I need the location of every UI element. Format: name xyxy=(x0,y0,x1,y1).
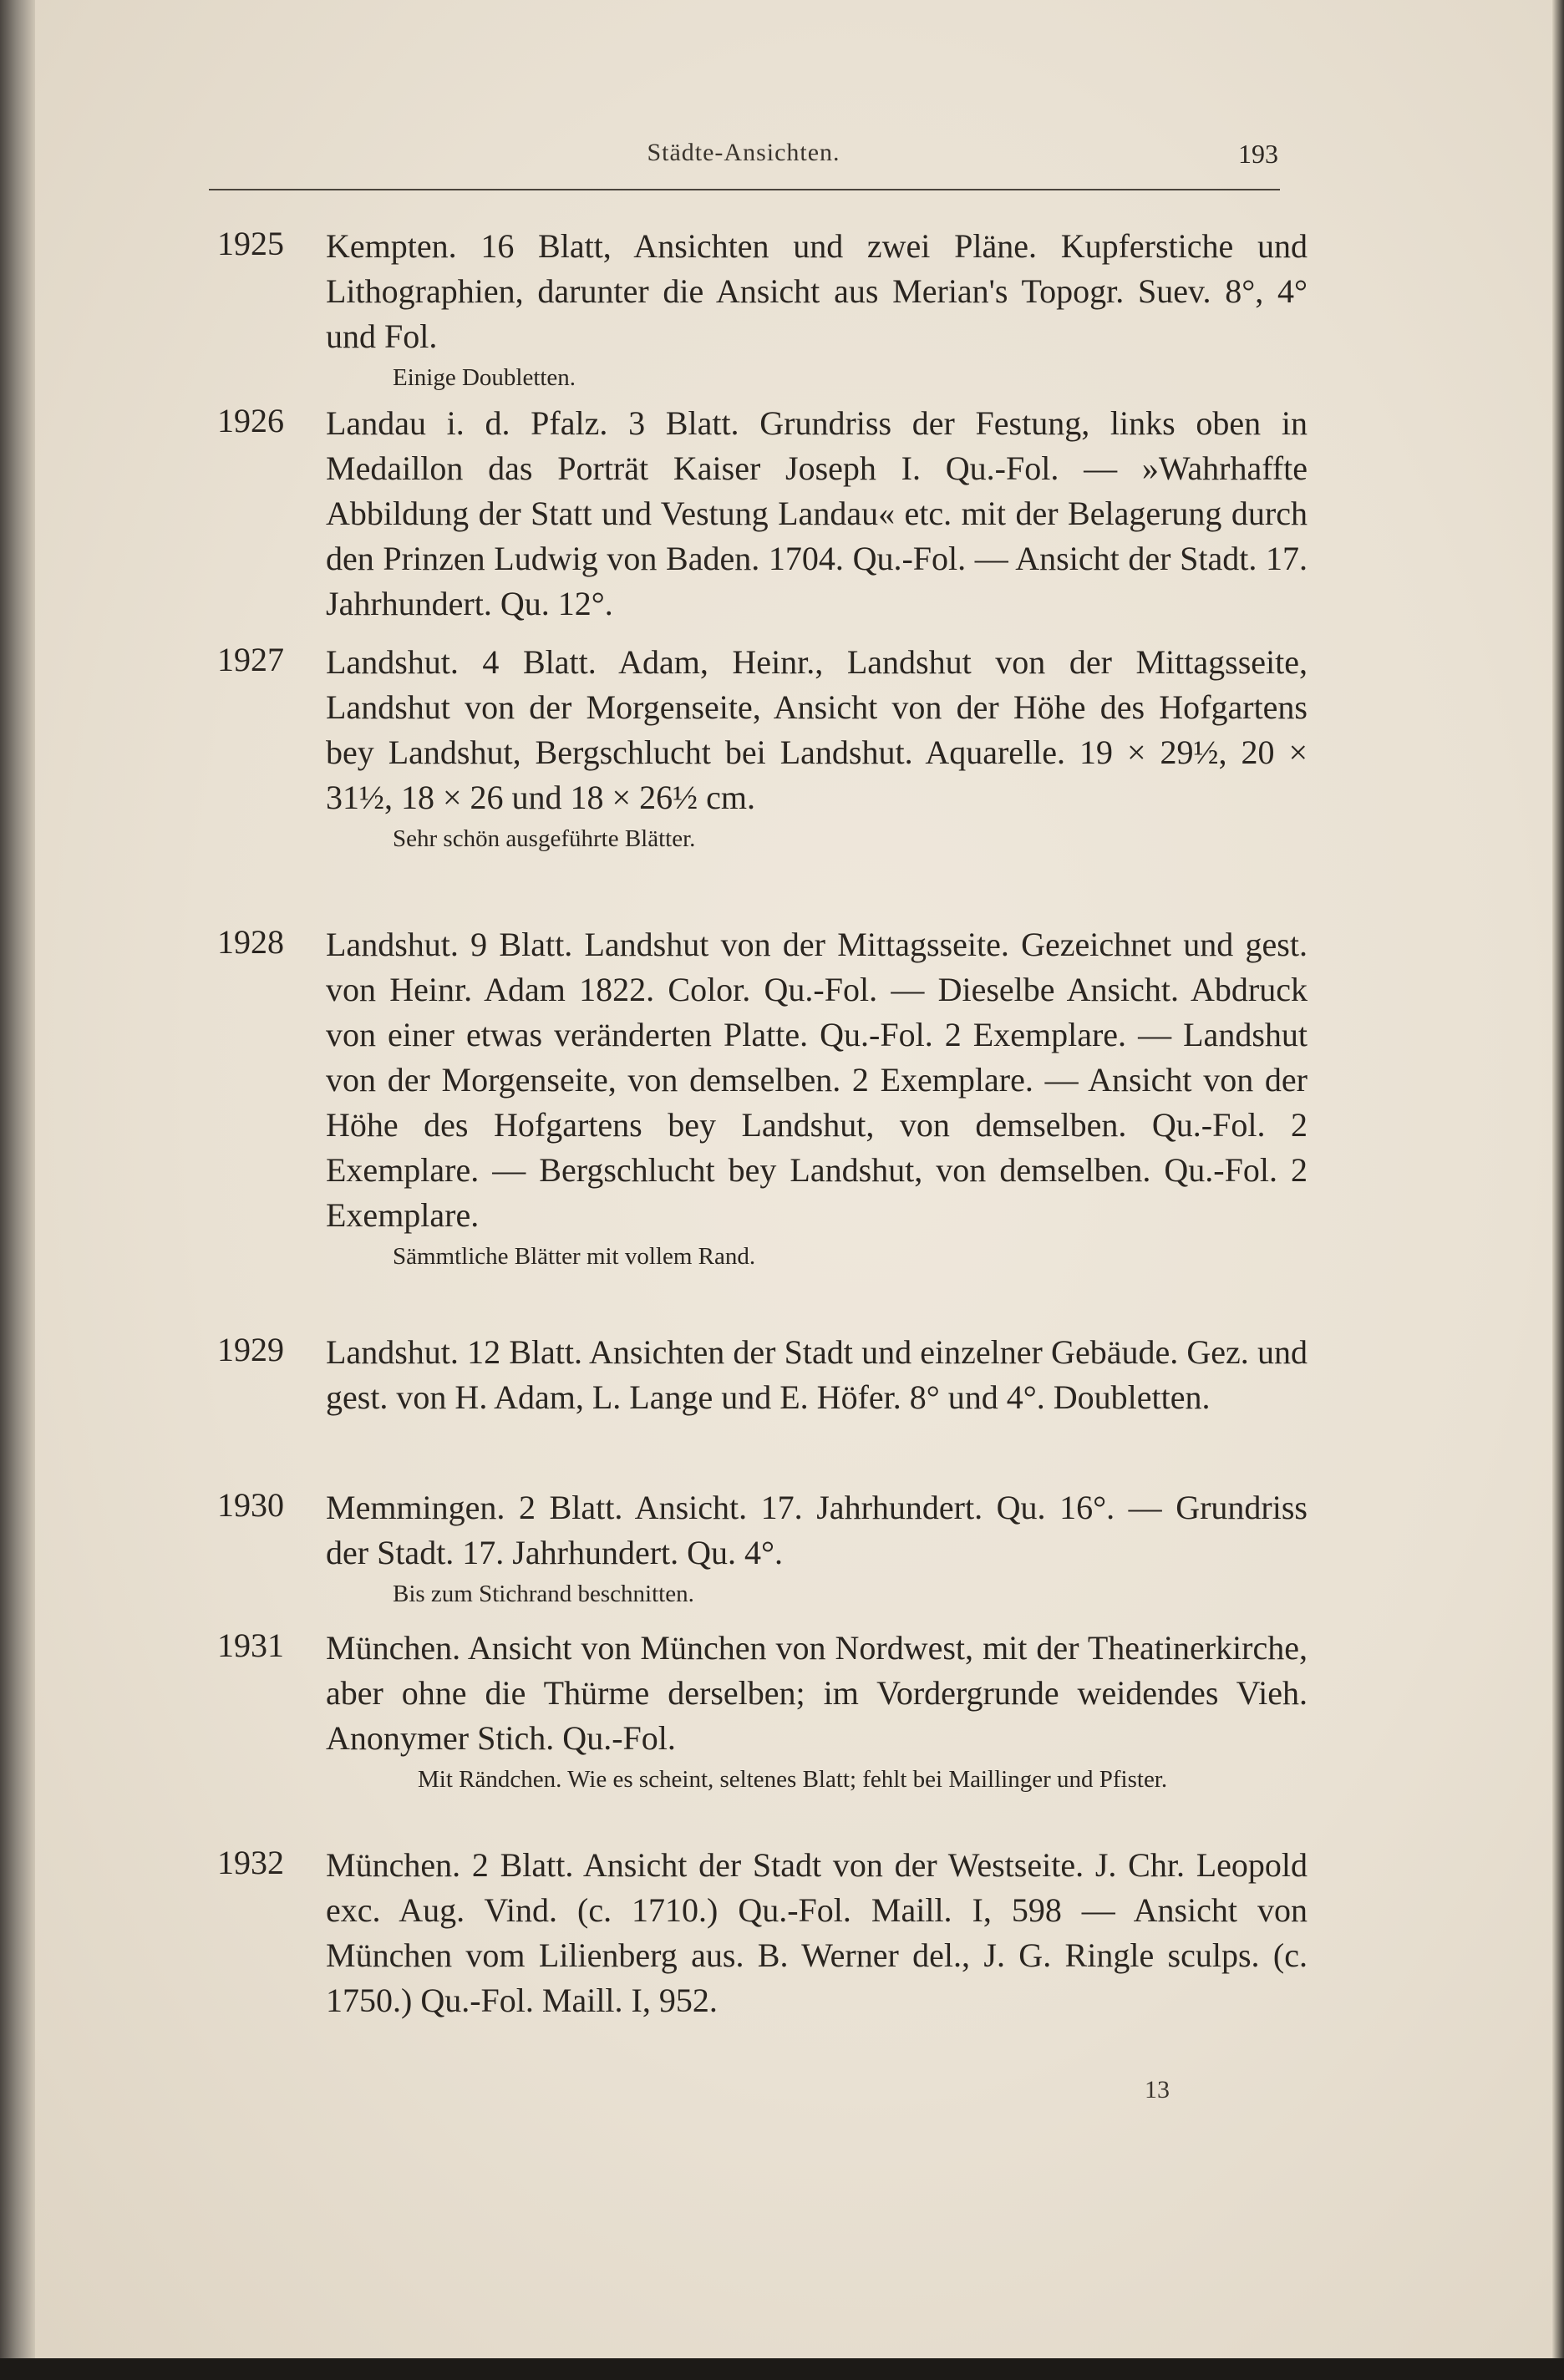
entry-text-block xyxy=(326,401,1308,627)
entry-note: Bis zum Stichrand beschnitten. xyxy=(393,1581,694,1607)
entry-text-block xyxy=(326,922,1308,1275)
entry-note: Sämmtliche Blätter mit vollem Rand. xyxy=(393,1243,756,1270)
entry-text: München. 2 Blatt. Ansicht der Stadt von der Westseite. J. Chr. Leopold exc. Aug. Vind. (c. 1710.) Qu.-Fol. Maill. I, 598 — Ansicht von München vom Lilienberg aus. B. Werner del., J. G. Ringle sculps. (c. 1750.) Qu.-Fol. Maill. I, 952. xyxy=(326,1846,1308,2019)
entry-text: München. Ansicht von München von Nordwest, mit der Theatinerkirche, aber ohne die Thürme derselben; im Vordergrunde weidendes Vieh. Anonymer Stich. Qu.-Fol. xyxy=(326,1629,1308,1757)
entry-note: Einige Doubletten. xyxy=(393,364,576,391)
entry-text-block xyxy=(326,640,1308,857)
signature-mark: 13 xyxy=(1145,2076,1170,2103)
entry-text: Landshut. 9 Blatt. Landshut von der Mittagsseite. Gezeichnet und gest. von Heinr. Adam 1822. Color. Qu.-Fol. — Dieselbe Ansicht. Abdruck von einer etwas veränderten Platte. Qu.-Fol. 2 Exemplare. — Landshut von der Morgenseite, von demselben. 2 Exemplare. — Ansicht von der Höhe des Hofgartens bey Landshut, von demselben. Qu.-Fol. 2 Exemplare. — Bergschlucht bey Landshut, von demselben. Qu.-Fol. 2 Exemplare. xyxy=(326,926,1308,1234)
entry-text-block xyxy=(326,1843,1308,2023)
entry-number: 1930 xyxy=(217,1486,284,1524)
entry-text-block xyxy=(326,224,1308,396)
page-number: 193 xyxy=(1238,139,1278,169)
entry-text: Landau i. d. Pfalz. 3 Blatt. Grundriss der Festung, links oben in Medaillon das Porträt Kaiser Joseph I. Qu.-Fol. — »Wahrhaffte Abbildung der Statt und Vestung Landau« etc. mit der Belagerung durch den Prinzen Ludwig von Baden. 1704. Qu.-Fol. — Ansicht der Stadt. 17. Jahrhundert. Qu. 12°. xyxy=(326,404,1308,622)
running-head-title: Städte-Ansichten. xyxy=(647,139,840,166)
entry-number: 1932 xyxy=(217,1844,284,1881)
entry-number: 1928 xyxy=(217,923,284,961)
entry-text-block xyxy=(326,1626,1308,1798)
entry-note: Mit Rändchen. Wie es scheint, seltenes Blatt; fehlt bei Maillinger und Pfister. xyxy=(418,1766,1168,1793)
entry-number: 1925 xyxy=(217,225,284,262)
entry-text: Landshut. 4 Blatt. Adam, Heinr., Landshut von der Mittagsseite, Landshut von der Morgenseite, Ansicht von der Höhe des Hofgartens bey Landshut, Bergschlucht bei Landshut. Aquarelle. 19 × 29½, 20 × 31½, 18 × 26 und 18 × 26½ cm. xyxy=(326,643,1308,816)
entry-text: Landshut. 12 Blatt. Ansichten der Stadt und einzelner Gebäude. Gez. und gest. von H. Adam, L. Lange und E. Höfer. 8° und 4°. Doubletten. xyxy=(326,1333,1308,1416)
entry-text: Kempten. 16 Blatt, Ansichten und zwei Pläne. Kupferstiche und Lithographien, darunter die Ansicht aus Merian's Topogr. Suev. 8°, 4° und Fol. xyxy=(326,227,1308,355)
entry-number: 1927 xyxy=(217,641,284,678)
entry-number: 1926 xyxy=(217,402,284,439)
entry-number: 1929 xyxy=(217,1331,284,1368)
entry-text-block xyxy=(326,1330,1308,1420)
bottom-edge xyxy=(0,2358,1564,2380)
entry-text: Memmingen. 2 Blatt. Ansicht. 17. Jahrhundert. Qu. 16°. — Grundriss der Stadt. 17. Jahrhundert. Qu. 4°. xyxy=(326,1489,1308,1571)
entry-text-block xyxy=(326,1485,1308,1612)
entry-number: 1931 xyxy=(217,1626,284,1664)
entry-note: Sehr schön ausgeführte Blätter. xyxy=(393,825,696,852)
